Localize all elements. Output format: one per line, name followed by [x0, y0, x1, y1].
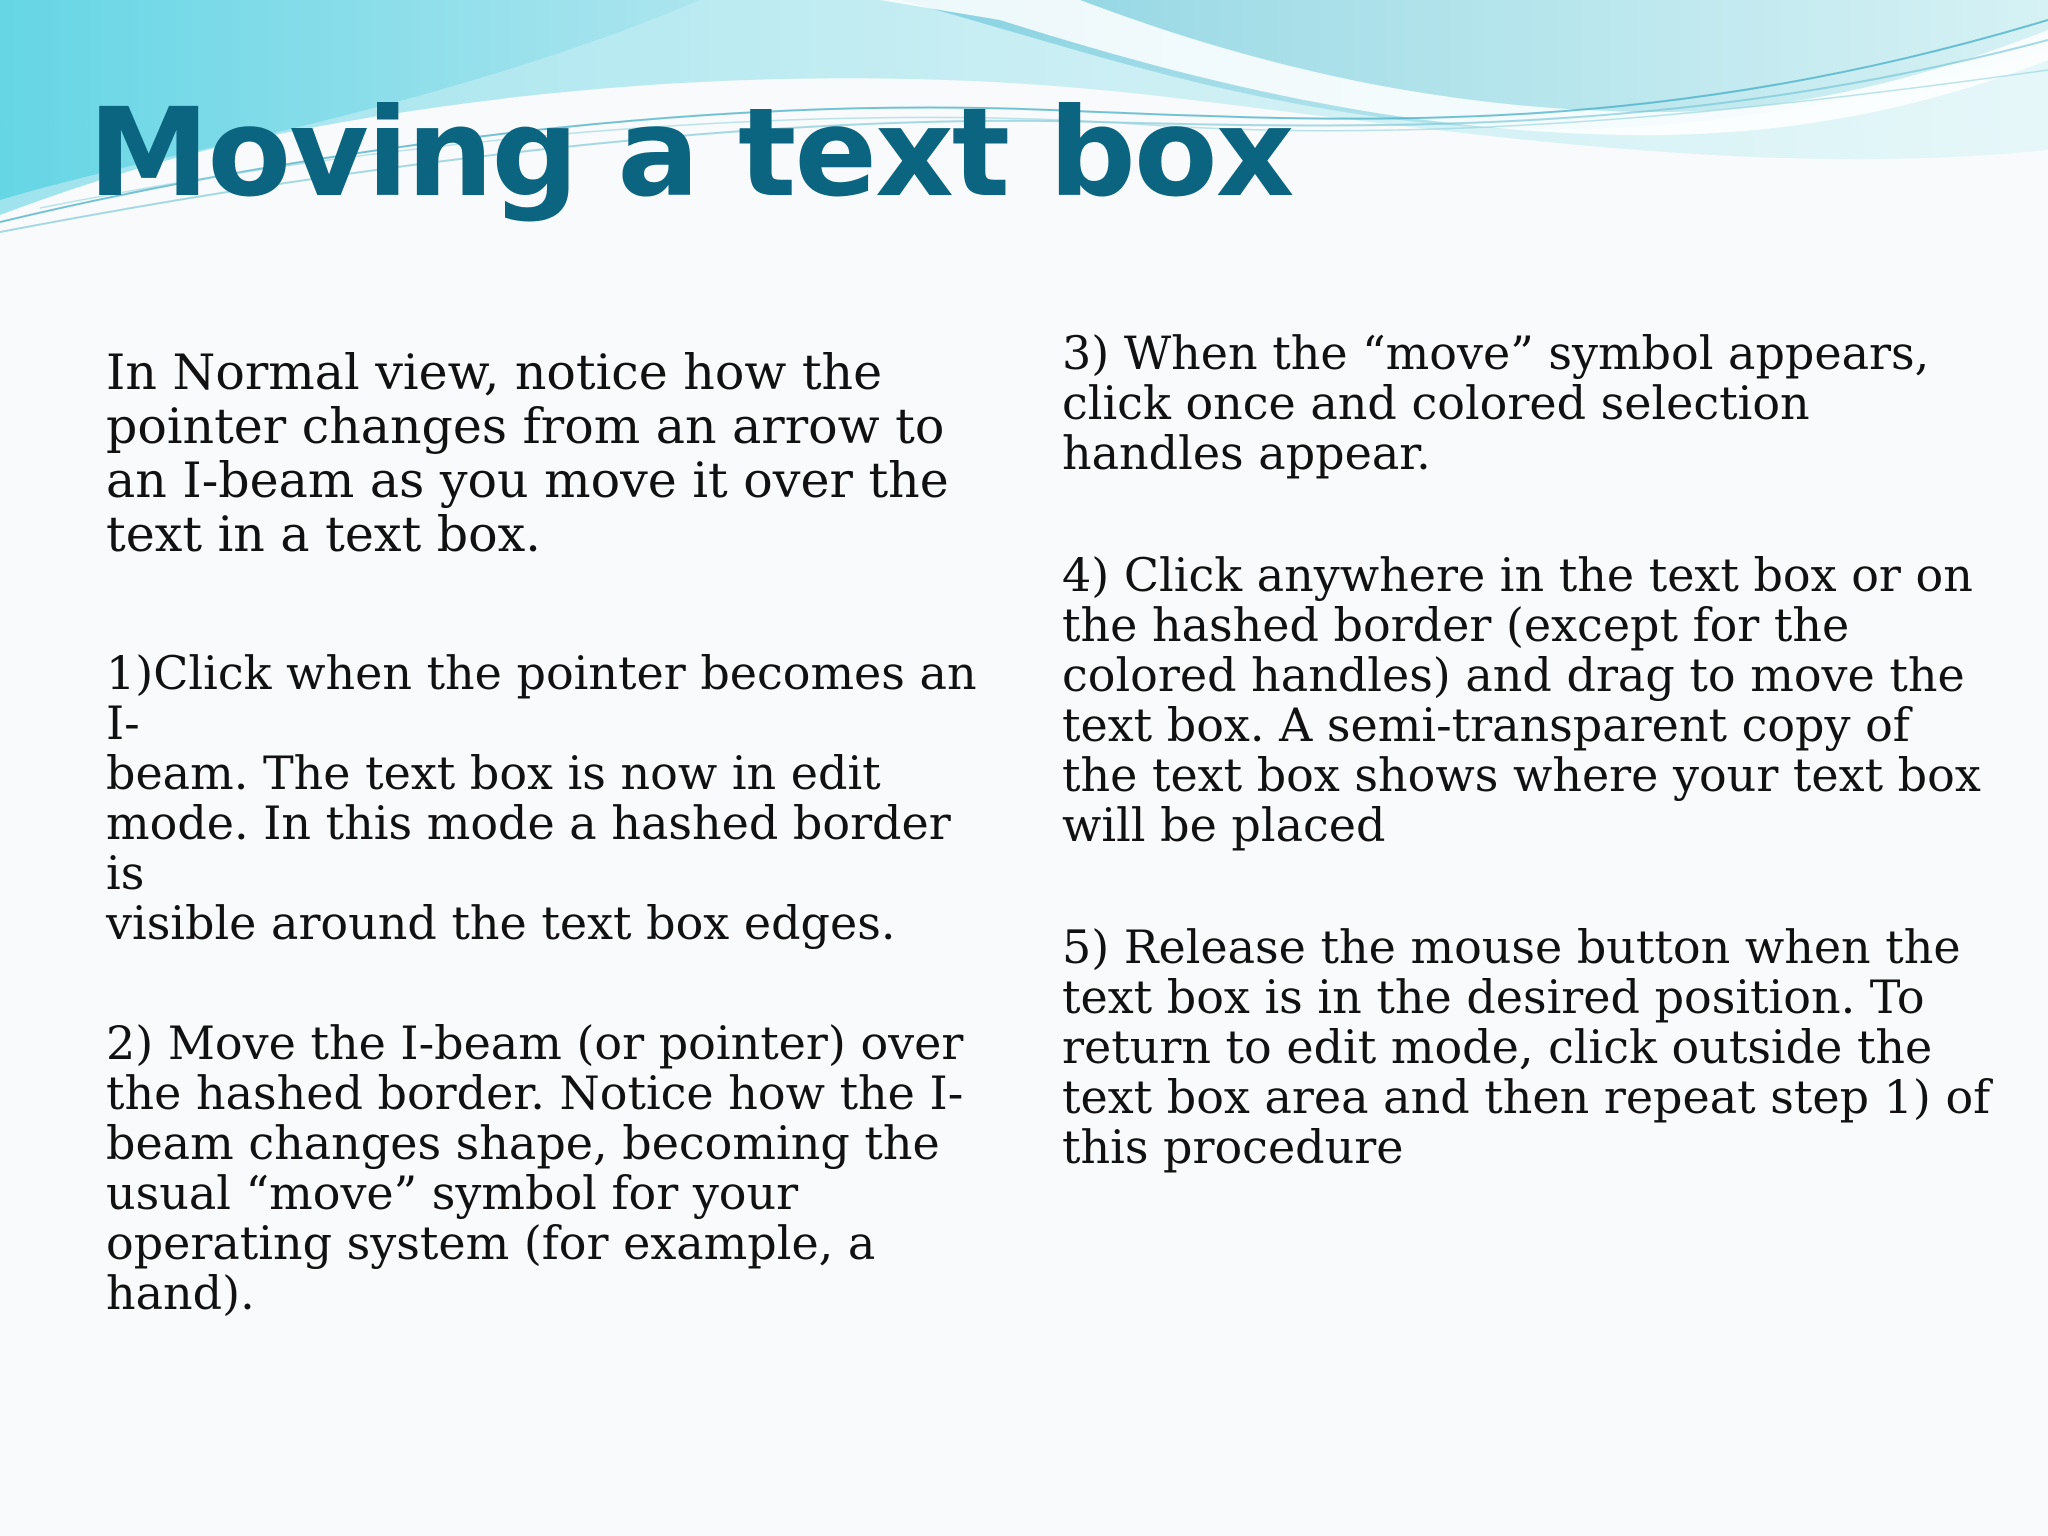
- slide-title: Moving a text box: [88, 82, 1293, 224]
- left-column: [106, 346, 996, 1318]
- step-3-paragraph: 3) When the “move” symbol appears, click once and colored selection handles appear.: [1062, 326, 1930, 480]
- intro-paragraph: In Normal view, notice how the pointer changes from an arrow to an I-beam as you move it over the text in a text box.: [106, 344, 949, 563]
- step-5-paragraph: 5) Release the mouse button when the text box is in the desired position. To return to edit mode, click outside the text box area and then repeat step 1) of this procedure: [1062, 920, 1991, 1174]
- step-1-paragraph: 1)Click when the pointer becomes an I- beam. The text box is now in edit mode. In this mode a hashed border is visible around the text box edges.: [106, 646, 977, 950]
- step-2-paragraph: 2) Move the I-beam (or pointer) over the hashed border. Notice how the I- beam changes shape, becoming the usual “move” symbol for your operating system (for example, a hand).: [106, 1016, 964, 1320]
- step-4-paragraph: 4) Click anywhere in the text box or on the hashed border (except for the colored handles) and drag to move the text box. A semi-transparent copy of the text box shows where your text box will be placed: [1062, 548, 1981, 852]
- right-column: [1062, 328, 2012, 1172]
